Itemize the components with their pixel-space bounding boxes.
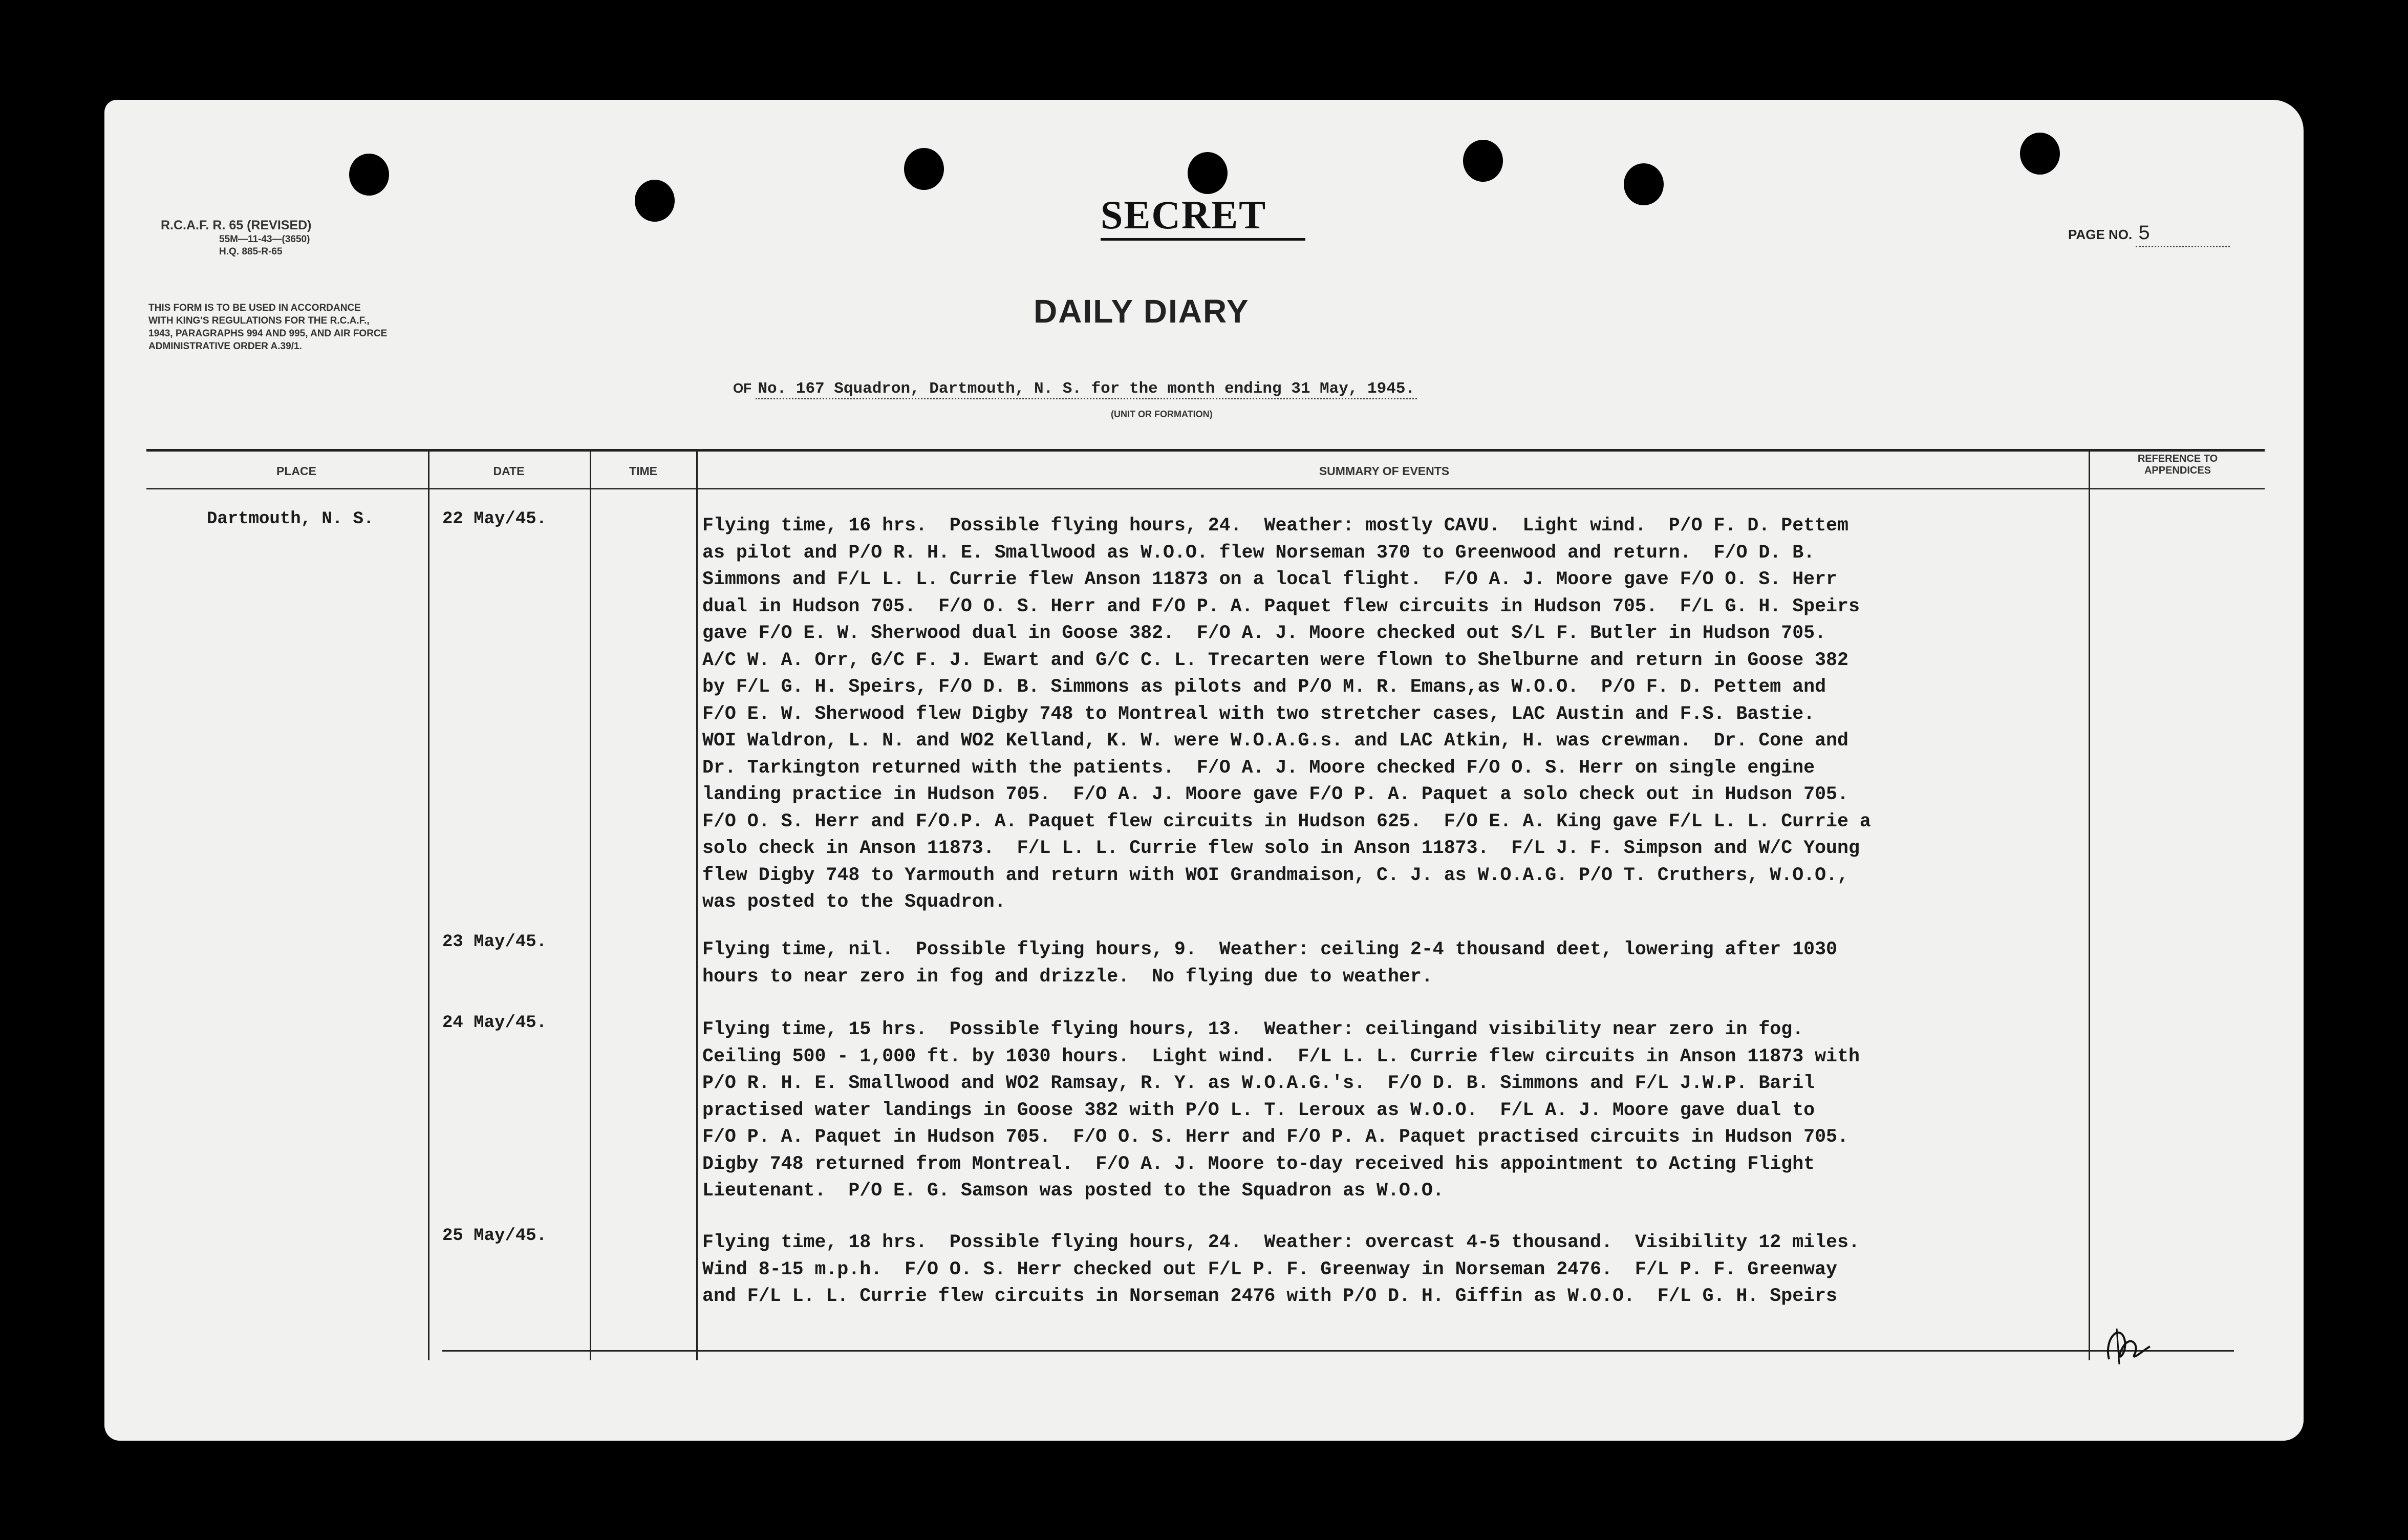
entry-date: 25 May/45. (442, 1226, 547, 1246)
initials-mark (2099, 1318, 2155, 1370)
page-number-field (2068, 223, 2230, 247)
of-label: OF (733, 380, 752, 396)
entry-date: 24 May/45. (442, 1013, 547, 1033)
entry-summary: Flying time, 16 hrs. Possible flying hours, 24. Weather: mostly CAVU. Light wind. P/O F. D. Pettem as pilot and P/O R. H. E. Smallwood as W.O.O. flew Norseman 370 to Greenwood and return. F/O D. B. Simmons and F/L L. L. Currie flew Anson 11873 on a local flight. F/O A. J. Moore gave F/O O. S. Herr dual in Hudson 705. F/O O. S. Herr and F/O P. A. Paquet flew circuits in Hudson 705. F/L G. H. Speirs gave F/O E. W. Sherwood dual in Goose 382. F/O A. J. Moore checked out S/L F. Butler in Hudson 705. A/C W. A. Orr, G/C F. J. Ewart and G/C C. L. Trecarten were flown to Shelburne and return in Goose 382 by F/L G. H. Speirs, F/O D. B. Simmons as pilots and P/O M. R. Emans,as W.O.O. P/O F. D. Pettem and F/O E. W. Sherwood flew Digby 748 to Montreal with two stretcher cases, LAC Austin and F.S. Bastie. WOI Waldron, L. N. and WO2 Kelland, K. W. were W.O.A.G.s. and LAC Atkin, H. was crewman. Dr. Cone and Dr. Tarkington returned with the patients. F/O A. J. Moore checked F/O O. S. Herr on single engine landing practice in Hudson 705. F/O A. J. Moore gave F/O P. A. Paquet a solo check out in Hudson 705. F/O O. S. Herr and F/O.P. A. Paquet flew circuits in Hudson 625. F/O E. A. King gave F/L L. L. Currie a solo check in Anson 11873. F/L L. L. Currie flew solo in Anson 11873. F/L J. F. Simpson and W/C Young flew Digby 748 to Yarmouth and return with WOI Grandmaison, C. J. as W.O.A.G. P/O T. Cruthers, W.O.O., was posted to the Squadron. (702, 515, 1871, 912)
entry-summary: Flying time, nil. Possible flying hours, 9. Weather: ceiling 2-4 thousand deet, lowering after 1030 hours to near zero in fog and drizzle. No flying due to weather. (702, 939, 1837, 987)
column-divider (696, 449, 698, 1360)
place-cell: Dartmouth, N. S. (207, 509, 374, 529)
column-divider (428, 449, 429, 1360)
column-header-date: DATE (493, 464, 525, 478)
header-bottom-rule (146, 488, 2265, 489)
classification-underline (1101, 238, 1305, 241)
column-header-place: PLACE (276, 464, 316, 478)
form-reference (161, 218, 312, 258)
regulations-note (148, 302, 387, 353)
hq-reference: H.Q. 885-R-65 (219, 246, 283, 257)
regulations-line: 1943, PARAGRAPHS 994 AND 995, AND AIR FORCE (148, 328, 388, 339)
diary-form-sheet (104, 100, 2304, 1441)
punch-hole (1463, 140, 1503, 182)
entry-date: 23 May/45. (442, 932, 547, 952)
regulations-line: ADMINISTRATIVE ORDER A.39/1. (148, 341, 302, 352)
page-title: DAILY DIARY (1034, 293, 1250, 330)
unit-caption: (UNIT OR FORMATION) (1111, 409, 1213, 419)
page-number-label: PAGE NO. (2068, 227, 2133, 242)
table-top-rule (146, 449, 2265, 452)
reference-header-line: REFERENCE TO (2137, 453, 2218, 464)
column-header-time: TIME (629, 464, 657, 478)
column-divider (590, 449, 591, 1360)
punch-hole (904, 148, 944, 190)
entry-date: 22 May/45. (442, 509, 547, 529)
entry-summary: Flying time, 15 hrs. Possible flying hours, 13. Weather: ceilingand visibility near zero in fog. Ceiling 500 - 1,000 ft. by 1030 hours. Light wind. F/L L. L. Currie flew circuits in Anson 11873 with P/O R. H. E. Smallwood and WO2 Ramsay, R. Y. as W.O.A.G.'s. F/O D. B. Simmons and F/L J.W.P. Baril practised water landings in Goose 382 with P/O L. T. Leroux as W.O.O. F/L A. J. Moore gave dual to F/O P. A. Paquet in Hudson 705. F/O O. S. Herr and F/O P. A. Paquet practised circuits in Hudson 705. Digby 748 returned from Montreal. F/O A. J. Moore to-day received his appointment to Acting Flight Lieutenant. P/O E. G. Samson was posted to the Squadron as W.O.O. (702, 1019, 1860, 1201)
table-bottom-rule (442, 1350, 2234, 1352)
column-header-reference (2091, 453, 2265, 477)
column-header-summary: SUMMARY OF EVENTS (1319, 464, 1450, 478)
regulations-line: WITH KING'S REGULATIONS FOR THE R.C.A.F., (148, 315, 370, 327)
punch-hole (349, 154, 389, 196)
punch-hole (1188, 152, 1228, 194)
form-number: R.C.A.F. R. 65 (REVISED) (161, 218, 312, 232)
print-code: 55M—11-43—(3650) (219, 234, 310, 245)
punch-hole (1624, 163, 1664, 205)
unit-line (733, 379, 1417, 398)
classification-stamp: SECRET (1101, 193, 1267, 237)
regulations-line: THIS FORM IS TO BE USED IN ACCORDANCE (148, 303, 361, 313)
punch-hole (2020, 133, 2060, 175)
reference-header-line: APPENDICES (2144, 465, 2211, 476)
punch-hole (635, 180, 675, 222)
unit-text: No. 167 Squadron, Dartmouth, N. S. for the month ending 31 May, 1945. (756, 380, 1417, 399)
entry-summary: Flying time, 18 hrs. Possible flying hours, 24. Weather: overcast 4-5 thousand. Visibility 12 miles. Wind 8-15 m.p.h. F/O O. S. Herr checked out F/L P. F. Greenway in Norseman 2476. F/L P. F. Greenway and F/L L. L. Currie flew circuits in Norseman 2476 with P/O D. H. Giffin as W.O.O. F/L G. H. Speirs (702, 1232, 1860, 1307)
page-number-value: 5 (2136, 223, 2230, 247)
